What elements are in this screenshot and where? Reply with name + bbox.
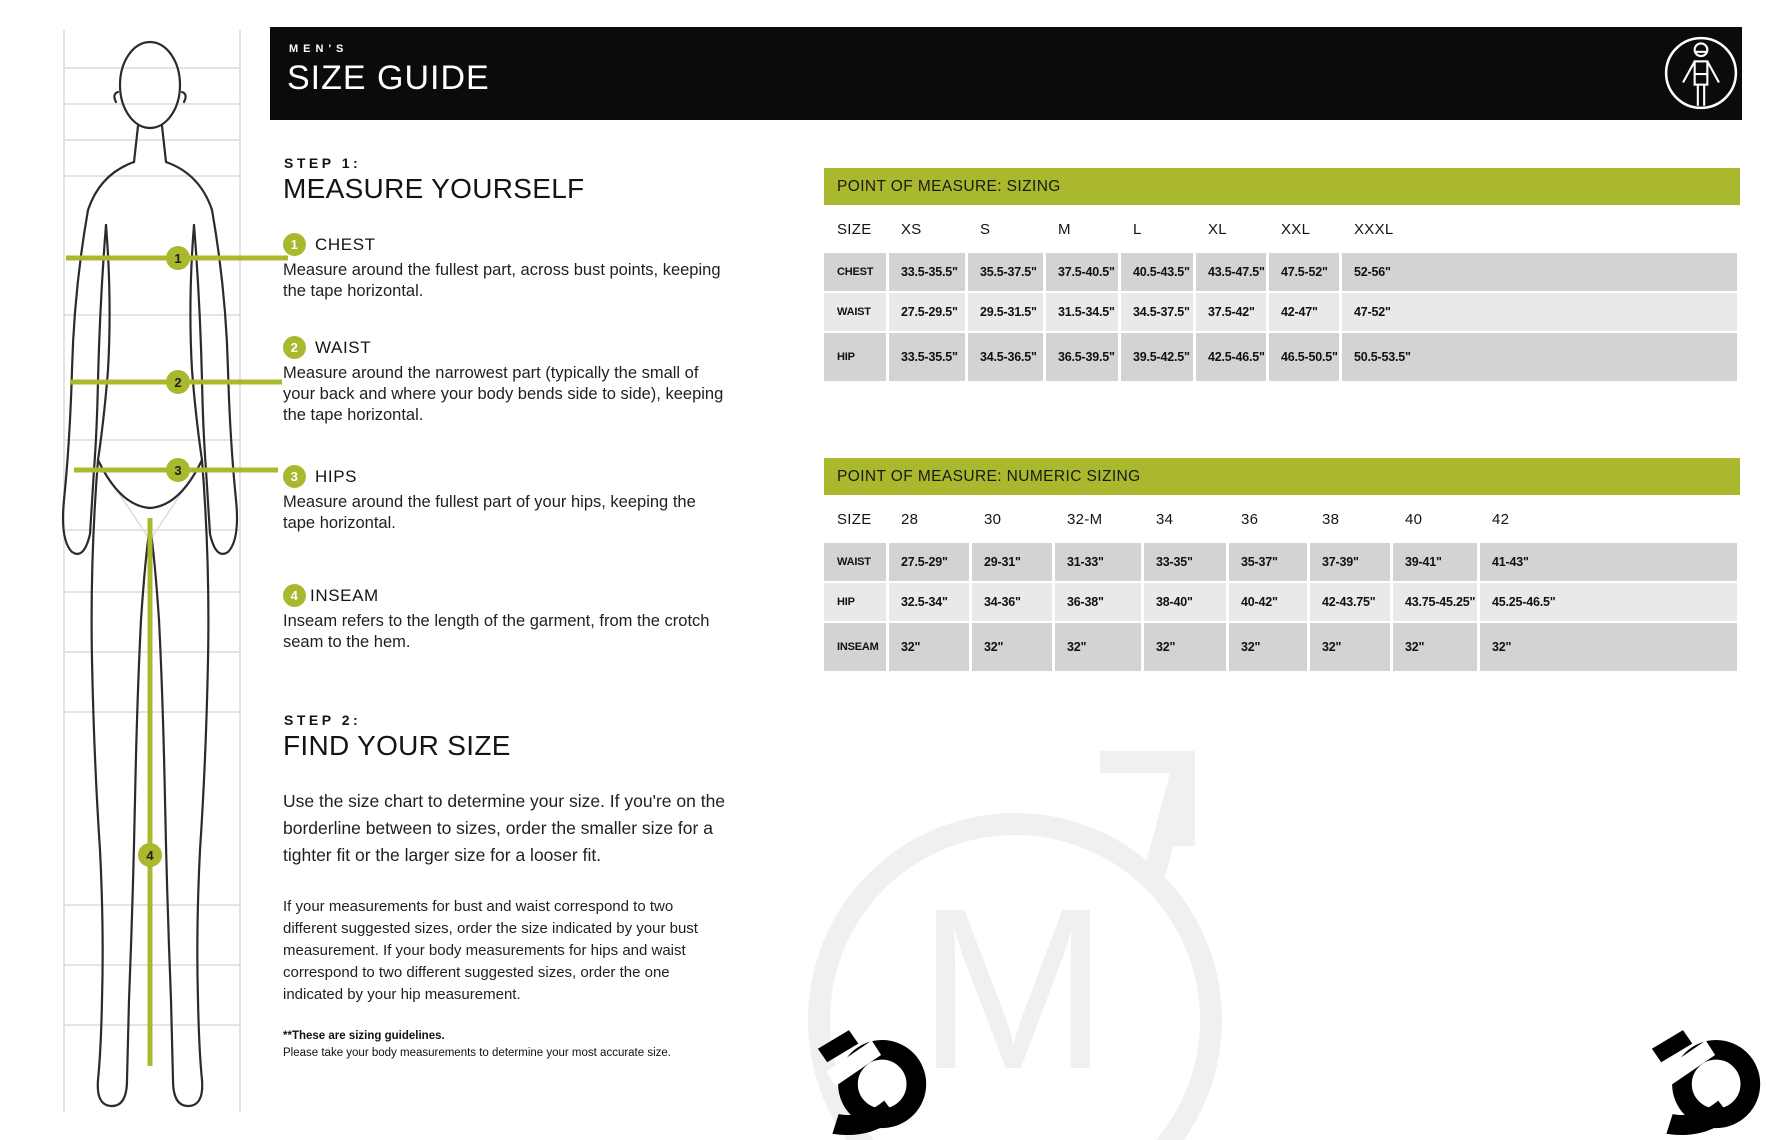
- table-row: [824, 293, 1737, 331]
- table-row: [824, 583, 1737, 621]
- cell: 32": [1310, 623, 1390, 671]
- cell: 32": [1480, 623, 1737, 671]
- page-title: SIZE GUIDE: [287, 59, 490, 97]
- column-header: 30: [972, 497, 1052, 541]
- cell: 37.5-40.5": [1046, 253, 1118, 291]
- svg-text:1: 1: [174, 251, 182, 266]
- table-row: [824, 333, 1737, 381]
- page-header: [270, 27, 1742, 120]
- row-label: WAIST: [824, 293, 886, 331]
- column-header: L: [1121, 207, 1193, 251]
- table-row: [824, 543, 1737, 581]
- cell: 39-41": [1393, 543, 1477, 581]
- cell: 52-56": [1342, 253, 1737, 291]
- inseam-number-badge: 4: [283, 584, 306, 607]
- waist-description: Measure around the narrowest part (typically the small of your back and where your body bends side to side), keeping the tape horizontal.: [283, 364, 724, 424]
- column-header: SIZE: [824, 497, 886, 541]
- cell: 42-47": [1269, 293, 1339, 331]
- item-chest: [283, 233, 376, 256]
- cell: 29.5-31.5": [968, 293, 1043, 331]
- chest-number-badge: 1: [283, 233, 306, 256]
- row-label: HIP: [824, 333, 886, 381]
- male-figure-icon: [1664, 36, 1738, 110]
- inseam-label: INSEAM: [310, 585, 379, 605]
- cell: 39.5-42.5": [1121, 333, 1193, 381]
- cell: 32.5-34": [889, 583, 969, 621]
- cell: 36-38": [1055, 583, 1141, 621]
- column-header: S: [968, 207, 1043, 251]
- cell: 40-42": [1229, 583, 1307, 621]
- column-header: XL: [1196, 207, 1266, 251]
- sizing-header-row: [824, 207, 1737, 251]
- cell: 29-31": [972, 543, 1052, 581]
- cell: 33-35": [1144, 543, 1226, 581]
- cell: 34.5-37.5": [1121, 293, 1193, 331]
- column-header: 34: [1144, 497, 1226, 541]
- row-label: HIP: [824, 583, 886, 621]
- cell: 31-33": [1055, 543, 1141, 581]
- cell: 37-39": [1310, 543, 1390, 581]
- cell: 40.5-43.5": [1121, 253, 1193, 291]
- svg-text:3: 3: [174, 463, 182, 478]
- table-row: [824, 623, 1737, 671]
- footnote-line-1: **These are sizing guidelines.: [283, 1030, 445, 1042]
- footnote-line-2: Please take your body measurements to determine your most accurate size.: [283, 1047, 671, 1059]
- cell: 32": [972, 623, 1052, 671]
- column-header: XXL: [1269, 207, 1339, 251]
- cell: 47.5-52": [1269, 253, 1339, 291]
- cell: 36.5-39.5": [1046, 333, 1118, 381]
- cell: 32": [1393, 623, 1477, 671]
- step2-paragraph-2: If your measurements for bust and waist correspond to two different suggested sizes, order the size indicated by your bust measurement. If your body measurements for hips and waist correspond to two different suggested sizes, order the one indicated by your hip measurement.: [283, 898, 698, 1003]
- column-header: M: [1046, 207, 1118, 251]
- cell: 41-43": [1480, 543, 1737, 581]
- numeric-header-row: [824, 497, 1737, 541]
- column-header: XXXL: [1342, 207, 1737, 251]
- pearl-izumi-logo: [788, 1026, 968, 1140]
- cell: 32": [1144, 623, 1226, 671]
- header-eyebrow: MEN'S: [289, 43, 349, 55]
- cell: 33.5-35.5": [889, 333, 965, 381]
- cell: 45.25-46.5": [1480, 583, 1737, 621]
- cell: 35-37": [1229, 543, 1307, 581]
- cell: 43.75-45.25": [1393, 583, 1477, 621]
- column-header: 36: [1229, 497, 1307, 541]
- sizing-table-title: POINT OF MEASURE: SIZING: [824, 168, 1740, 205]
- cell: 31.5-34.5": [1046, 293, 1118, 331]
- cell: 32": [889, 623, 969, 671]
- numeric-table-title: POINT OF MEASURE: NUMERIC SIZING: [824, 458, 1740, 495]
- column-header: SIZE: [824, 207, 886, 251]
- svg-text:4: 4: [146, 848, 154, 863]
- cell: 38-40": [1144, 583, 1226, 621]
- cell: 33.5-35.5": [889, 253, 965, 291]
- row-label: INSEAM: [824, 623, 886, 671]
- waist-number-badge: 2: [283, 336, 306, 359]
- item-inseam: [283, 584, 379, 607]
- row-label: WAIST: [824, 543, 886, 581]
- column-header: 38: [1310, 497, 1390, 541]
- hips-description: Measure around the fullest part of your hips, keeping the tape horizontal.: [283, 493, 696, 532]
- item-hips: [283, 465, 357, 488]
- row-label: CHEST: [824, 253, 886, 291]
- hips-label: HIPS: [315, 466, 358, 486]
- table-row: [824, 253, 1737, 291]
- cell: 35.5-37.5": [968, 253, 1043, 291]
- column-header: 42: [1480, 497, 1737, 541]
- cell: 27.5-29.5": [889, 293, 965, 331]
- svg-text:2: 2: [174, 375, 182, 390]
- step1-title: MEASURE YOURSELF: [283, 173, 585, 204]
- cell: 42-43.75": [1310, 583, 1390, 621]
- step2-label: STEP 2:: [284, 712, 362, 728]
- item-waist: [283, 336, 371, 359]
- sizing-footnote: [283, 1028, 671, 1062]
- cell: 27.5-29": [889, 543, 969, 581]
- numeric-sizing-table: [824, 458, 1740, 673]
- column-header: 28: [889, 497, 969, 541]
- cell: 47-52": [1342, 293, 1737, 331]
- column-header: XS: [889, 207, 965, 251]
- body-measurement-figure: [40, 25, 320, 1140]
- step2-paragraph-1: Use the size chart to determine your size. If you're on the borderline between to sizes, order the smaller size for a tighter fit or the larger size for a looser fit.: [283, 791, 726, 865]
- chest-label: CHEST: [315, 234, 376, 254]
- step1-label: STEP 1:: [284, 155, 362, 171]
- hips-number-badge: 3: [283, 465, 306, 488]
- column-header: 32-M: [1055, 497, 1141, 541]
- cell: 37.5-42": [1196, 293, 1266, 331]
- pearl-izumi-logo: [1622, 1026, 1766, 1140]
- cell: 43.5-47.5": [1196, 253, 1266, 291]
- watermark-letter: M: [917, 860, 1109, 1117]
- inseam-description: Inseam refers to the length of the garment, from the crotch seam to the hem.: [283, 612, 710, 651]
- cell: 42.5-46.5": [1196, 333, 1266, 381]
- cell: 34-36": [972, 583, 1052, 621]
- cell: 32": [1229, 623, 1307, 671]
- waist-label: WAIST: [315, 337, 372, 357]
- column-header: 40: [1393, 497, 1477, 541]
- chest-description: Measure around the fullest part, across bust points, keeping the tape horizontal.: [283, 261, 721, 300]
- cell: 34.5-36.5": [968, 333, 1043, 381]
- step2-title: FIND YOUR SIZE: [283, 730, 511, 761]
- cell: 50.5-53.5": [1342, 333, 1737, 381]
- sizing-table: [824, 168, 1740, 383]
- cell: 32": [1055, 623, 1141, 671]
- cell: 46.5-50.5": [1269, 333, 1339, 381]
